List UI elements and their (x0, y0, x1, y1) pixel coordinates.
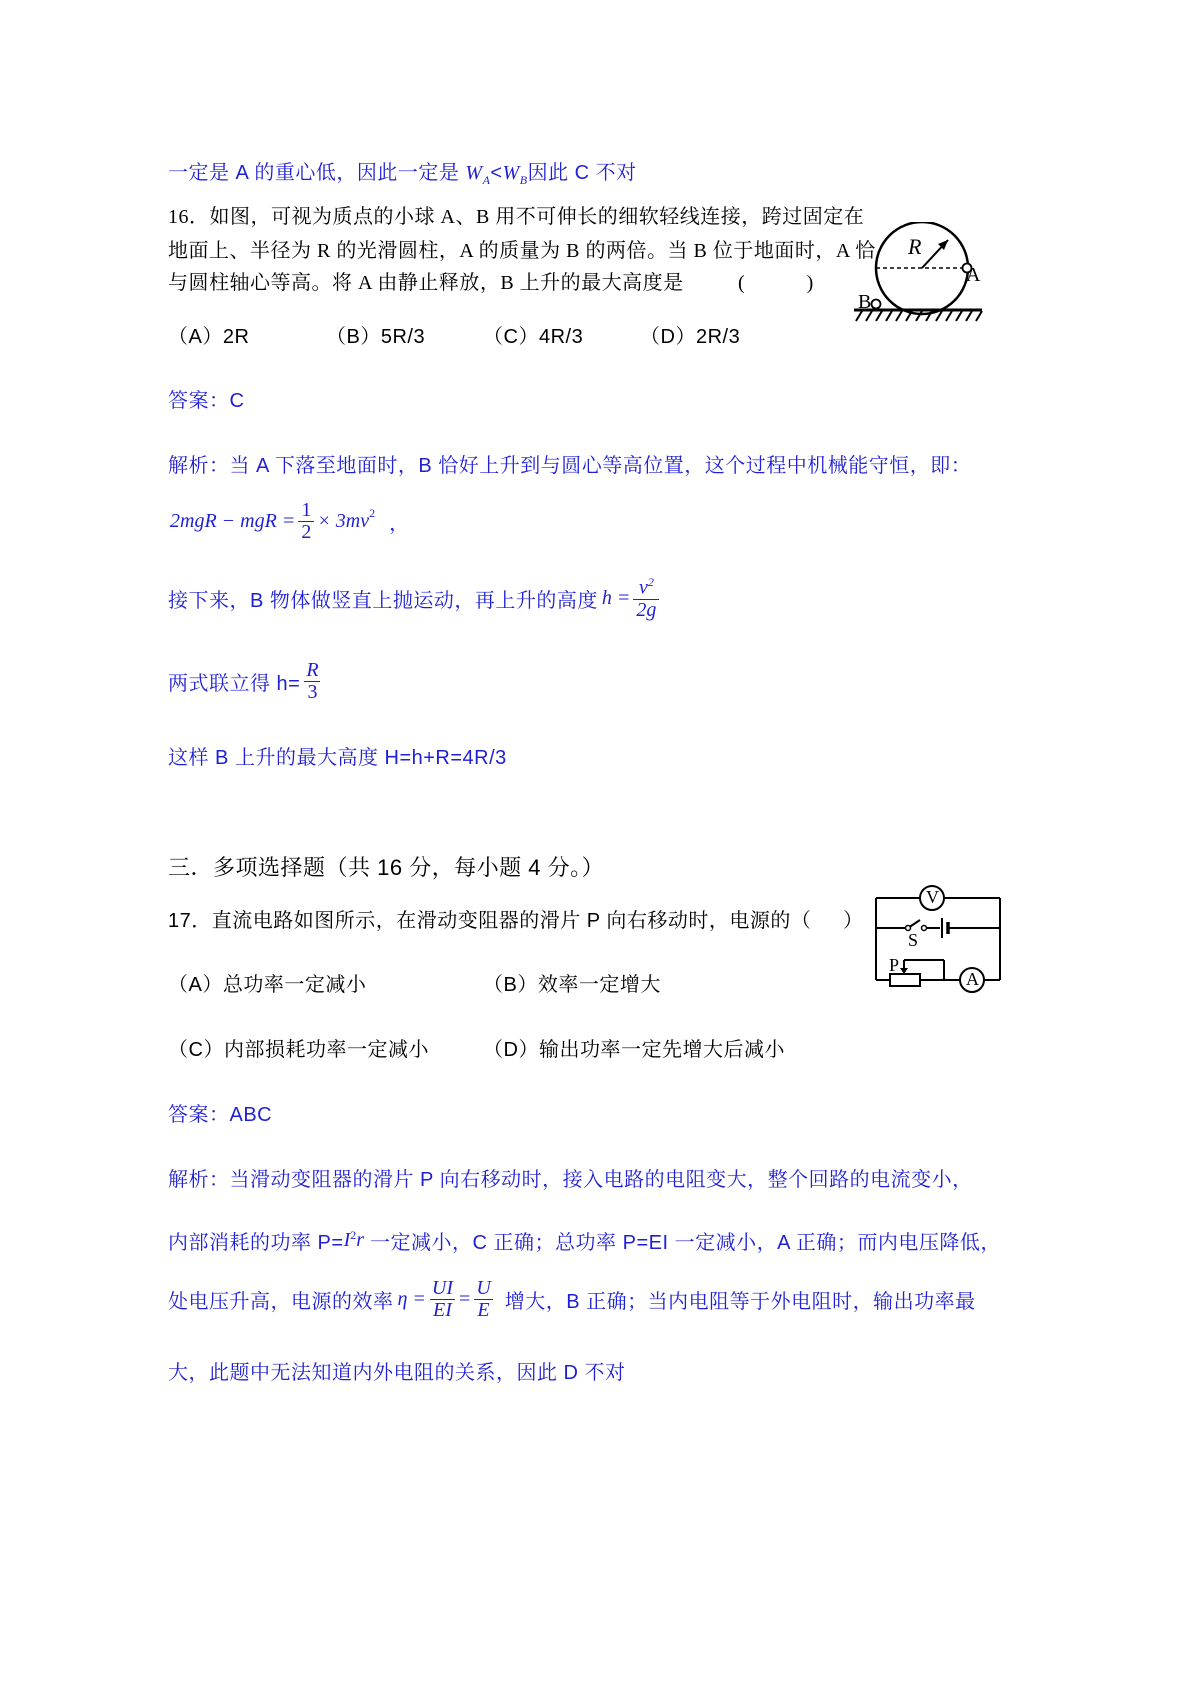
wa-subscript: A (482, 173, 491, 187)
h-equals: h = (601, 586, 631, 609)
combine-text: 两式联立得 h= (168, 673, 301, 695)
q17-stem: 17．直流电路如图所示，在滑动变阻器的滑片 P 向右移动时，电源的（ (168, 910, 812, 932)
eq1-right: × 3mv (317, 510, 370, 532)
prev-conclusion (168, 156, 637, 188)
prev-conclusion-text: 一定是 A 的重心低，因此一定是 (168, 162, 466, 184)
q16-answer-paren: ( ) (738, 272, 814, 294)
label-ammeter: A (966, 969, 979, 989)
label-s: S (908, 930, 919, 950)
q17-answer: 答案：ABC (168, 1104, 273, 1126)
eta-numerator-1: UI (431, 1277, 454, 1299)
q17-option-b: （B）效率一定增大 (483, 974, 661, 996)
q16-analysis: 解析：当 A 下落至地面时，B 恰好上升到与圆心等高位置，这个过程中机械能守恒，即： (168, 455, 972, 477)
wa-symbol: W (465, 162, 483, 184)
eq1-numerator: 1 (301, 499, 312, 521)
wb-subscript: B (519, 173, 528, 187)
resistance-symbol: r (356, 1229, 365, 1251)
q17-analysis-4: 大，此题中无法知道内外电阻的关系，因此 D 不对 (168, 1362, 626, 1384)
analysis2-prefix: 内部消耗的功率 P= (168, 1232, 344, 1254)
analysis3-suffix: 增大，B 正确；当内电阻等于外电阻时，输出功率最 (504, 1291, 976, 1313)
eta-fraction-1 (429, 1278, 456, 1321)
combine-numerator: R (306, 659, 319, 681)
combine-fraction (303, 660, 321, 703)
q17-option-c: （C）内部损耗功率一定减小 (168, 1039, 429, 1061)
q17-analysis-1: 解析：当滑动变阻器的滑片 P 向右移动时，接入电路的电阻变大，整个回路的电流变小， (168, 1169, 973, 1191)
eta-mid-equals: = (459, 1288, 471, 1310)
q16-line1: 16．如图，可视为质点的小球 A、B 用不可伸长的细软轻线连接，跨过固定在 (168, 206, 865, 228)
label-b: B (858, 291, 872, 313)
prev-conclusion-tail: 因此 C 不对 (527, 162, 637, 184)
eta-equals: η = (397, 1288, 426, 1310)
q16-option-a: （A）2R (168, 326, 250, 348)
eq1-tail: ， (389, 513, 410, 535)
q16-option-c: （C）4R/3 (483, 326, 584, 348)
current-symbol: I (343, 1229, 351, 1251)
h-equation-line (168, 576, 662, 621)
combine-line (168, 660, 325, 703)
q16-answer: 答案：C (168, 390, 245, 412)
eq1-fraction (298, 500, 314, 543)
eta-denominator-1: EI (430, 1299, 455, 1321)
q16-line3: 与圆柱轴心等高。将 A 由静止释放，B 上升的最大高度是 (168, 272, 684, 294)
eta-numerator-2: U (476, 1277, 491, 1299)
less-than: < (490, 162, 503, 184)
q17-analysis-3 (168, 1278, 976, 1321)
h-fraction (633, 576, 659, 621)
q17-option-d: （D）输出功率一定先增大后减小 (483, 1039, 785, 1061)
eq1-left: 2mgR − mgR = (170, 510, 296, 532)
projectile-text: 接下来，B 物体做竖直上抛运动，再上升的高度 (168, 589, 598, 612)
section-title: 三．多项选择题（共 16 分，每小题 4 分。） (168, 855, 605, 880)
q16-final: 这样 B 上升的最大高度 H=h+R=4R/3 (168, 747, 507, 769)
q16-line2: 地面上、半径为 R 的光滑圆柱，A 的质量为 B 的两倍。当 B 位于地面时，A 恰 (168, 240, 876, 262)
analysis2-suffix: 一定减小，C 正确；总功率 P=EI 一定减小，A 正确；而内电压降低， (370, 1232, 1001, 1254)
energy-equation (170, 500, 410, 543)
q17-option-a: （A）总功率一定减小 (168, 974, 367, 996)
q16-option-d: （D）2R/3 (640, 326, 741, 348)
combine-denominator: 3 (304, 681, 320, 703)
eta-fraction-2 (473, 1278, 493, 1321)
label-v: V (926, 887, 939, 907)
ball-b (872, 300, 881, 309)
eq1-superscript: 2 (369, 506, 376, 520)
label-r: R (908, 234, 922, 259)
label-p: P (889, 955, 900, 975)
q17-analysis-2 (168, 1226, 1001, 1255)
analysis3-prefix: 处电压升高，电源的效率 (168, 1291, 394, 1313)
label-a: A (966, 264, 981, 286)
eq1-denominator: 2 (298, 521, 314, 543)
wb-symbol: W (502, 162, 520, 184)
current-squared: 2 (350, 1228, 357, 1242)
ground-hatch (856, 311, 982, 321)
h-denominator: 2g (633, 599, 659, 621)
h-numerator: $v^2$ (638, 575, 654, 599)
q17-paren-close: ） (843, 910, 864, 932)
q16-option-b: （B）5R/3 (326, 326, 426, 348)
eta-denominator-2: E (474, 1299, 492, 1321)
